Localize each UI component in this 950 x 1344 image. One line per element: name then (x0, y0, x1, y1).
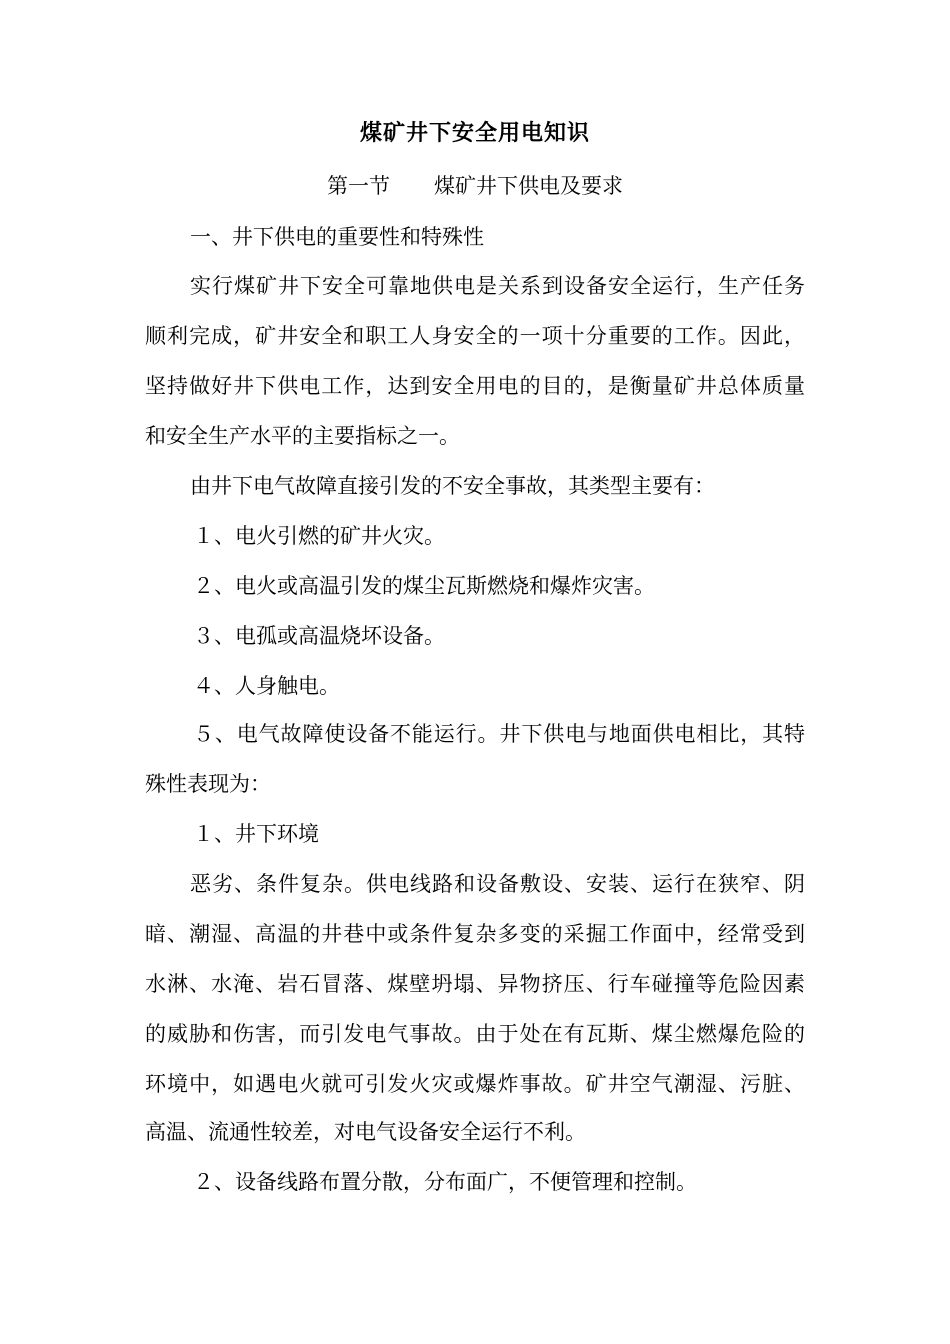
list-item: ２、电火或高温引发的煤尘瓦斯燃烧和爆炸灾害。 (193, 574, 655, 598)
list-item: ５、电气故障使设备不能运行。井下供电与地面供电相比，其特 (193, 722, 805, 746)
paragraph-line: 环境中，如遇电火就可引发火灾或爆炸事故。矿井空气潮湿、污脏、 (145, 1072, 805, 1096)
list-item: ４、人身触电。 (193, 674, 340, 698)
paragraph-line: 由井下电气故障直接引发的不安全事故，其类型主要有： (190, 474, 715, 498)
paragraph-line: 暗、潮湿、高温的井巷中或条件复杂多变的采掘工作面中，经常受到 (145, 922, 805, 946)
list-item: １、电火引燃的矿井火灾。 (193, 524, 445, 548)
subheading-importance: 一、井下供电的重要性和特殊性 (190, 225, 484, 249)
paragraph-line: 高温、流通性较差，对电气设备安全运行不利。 (145, 1120, 586, 1144)
section-heading (0, 170, 950, 202)
paragraph-line: 坚持做好井下供电工作，达到安全用电的目的，是衡量矿井总体质量 (145, 374, 805, 398)
paragraph-line: 实行煤矿井下安全可靠地供电是关系到设备安全运行，生产任务 (190, 274, 805, 298)
paragraph-line: 水淋、水淹、岩石冒落、煤壁坍塌、异物挤压、行车碰撞等危险因素 (145, 972, 805, 996)
section-label: 第一节 (327, 174, 390, 198)
paragraph-line: 恶劣、条件复杂。供电线路和设备敷设、安装、运行在狭窄、阴 (190, 872, 805, 896)
document-title: 煤矿井下安全用电知识 (359, 121, 590, 146)
paragraph-line: 和安全生产水平的主要指标之一。 (145, 424, 460, 448)
list-item: １、井下环境 (193, 822, 319, 846)
list-item: ２、设备线路布置分散，分布面广，不便管理和控制。 (193, 1170, 697, 1194)
paragraph-line: 的威胁和伤害，而引发电气事故。由于处在有瓦斯、煤尘燃爆危险的 (145, 1022, 805, 1046)
section-title: 煤矿井下供电及要求 (434, 174, 623, 198)
paragraph-line: 顺利完成，矿井安全和职工人身安全的一项十分重要的工作。因此， (145, 324, 805, 348)
list-item: ３、电孤或高温烧坏设备。 (193, 624, 445, 648)
paragraph-line: 殊性表现为： (145, 772, 271, 796)
